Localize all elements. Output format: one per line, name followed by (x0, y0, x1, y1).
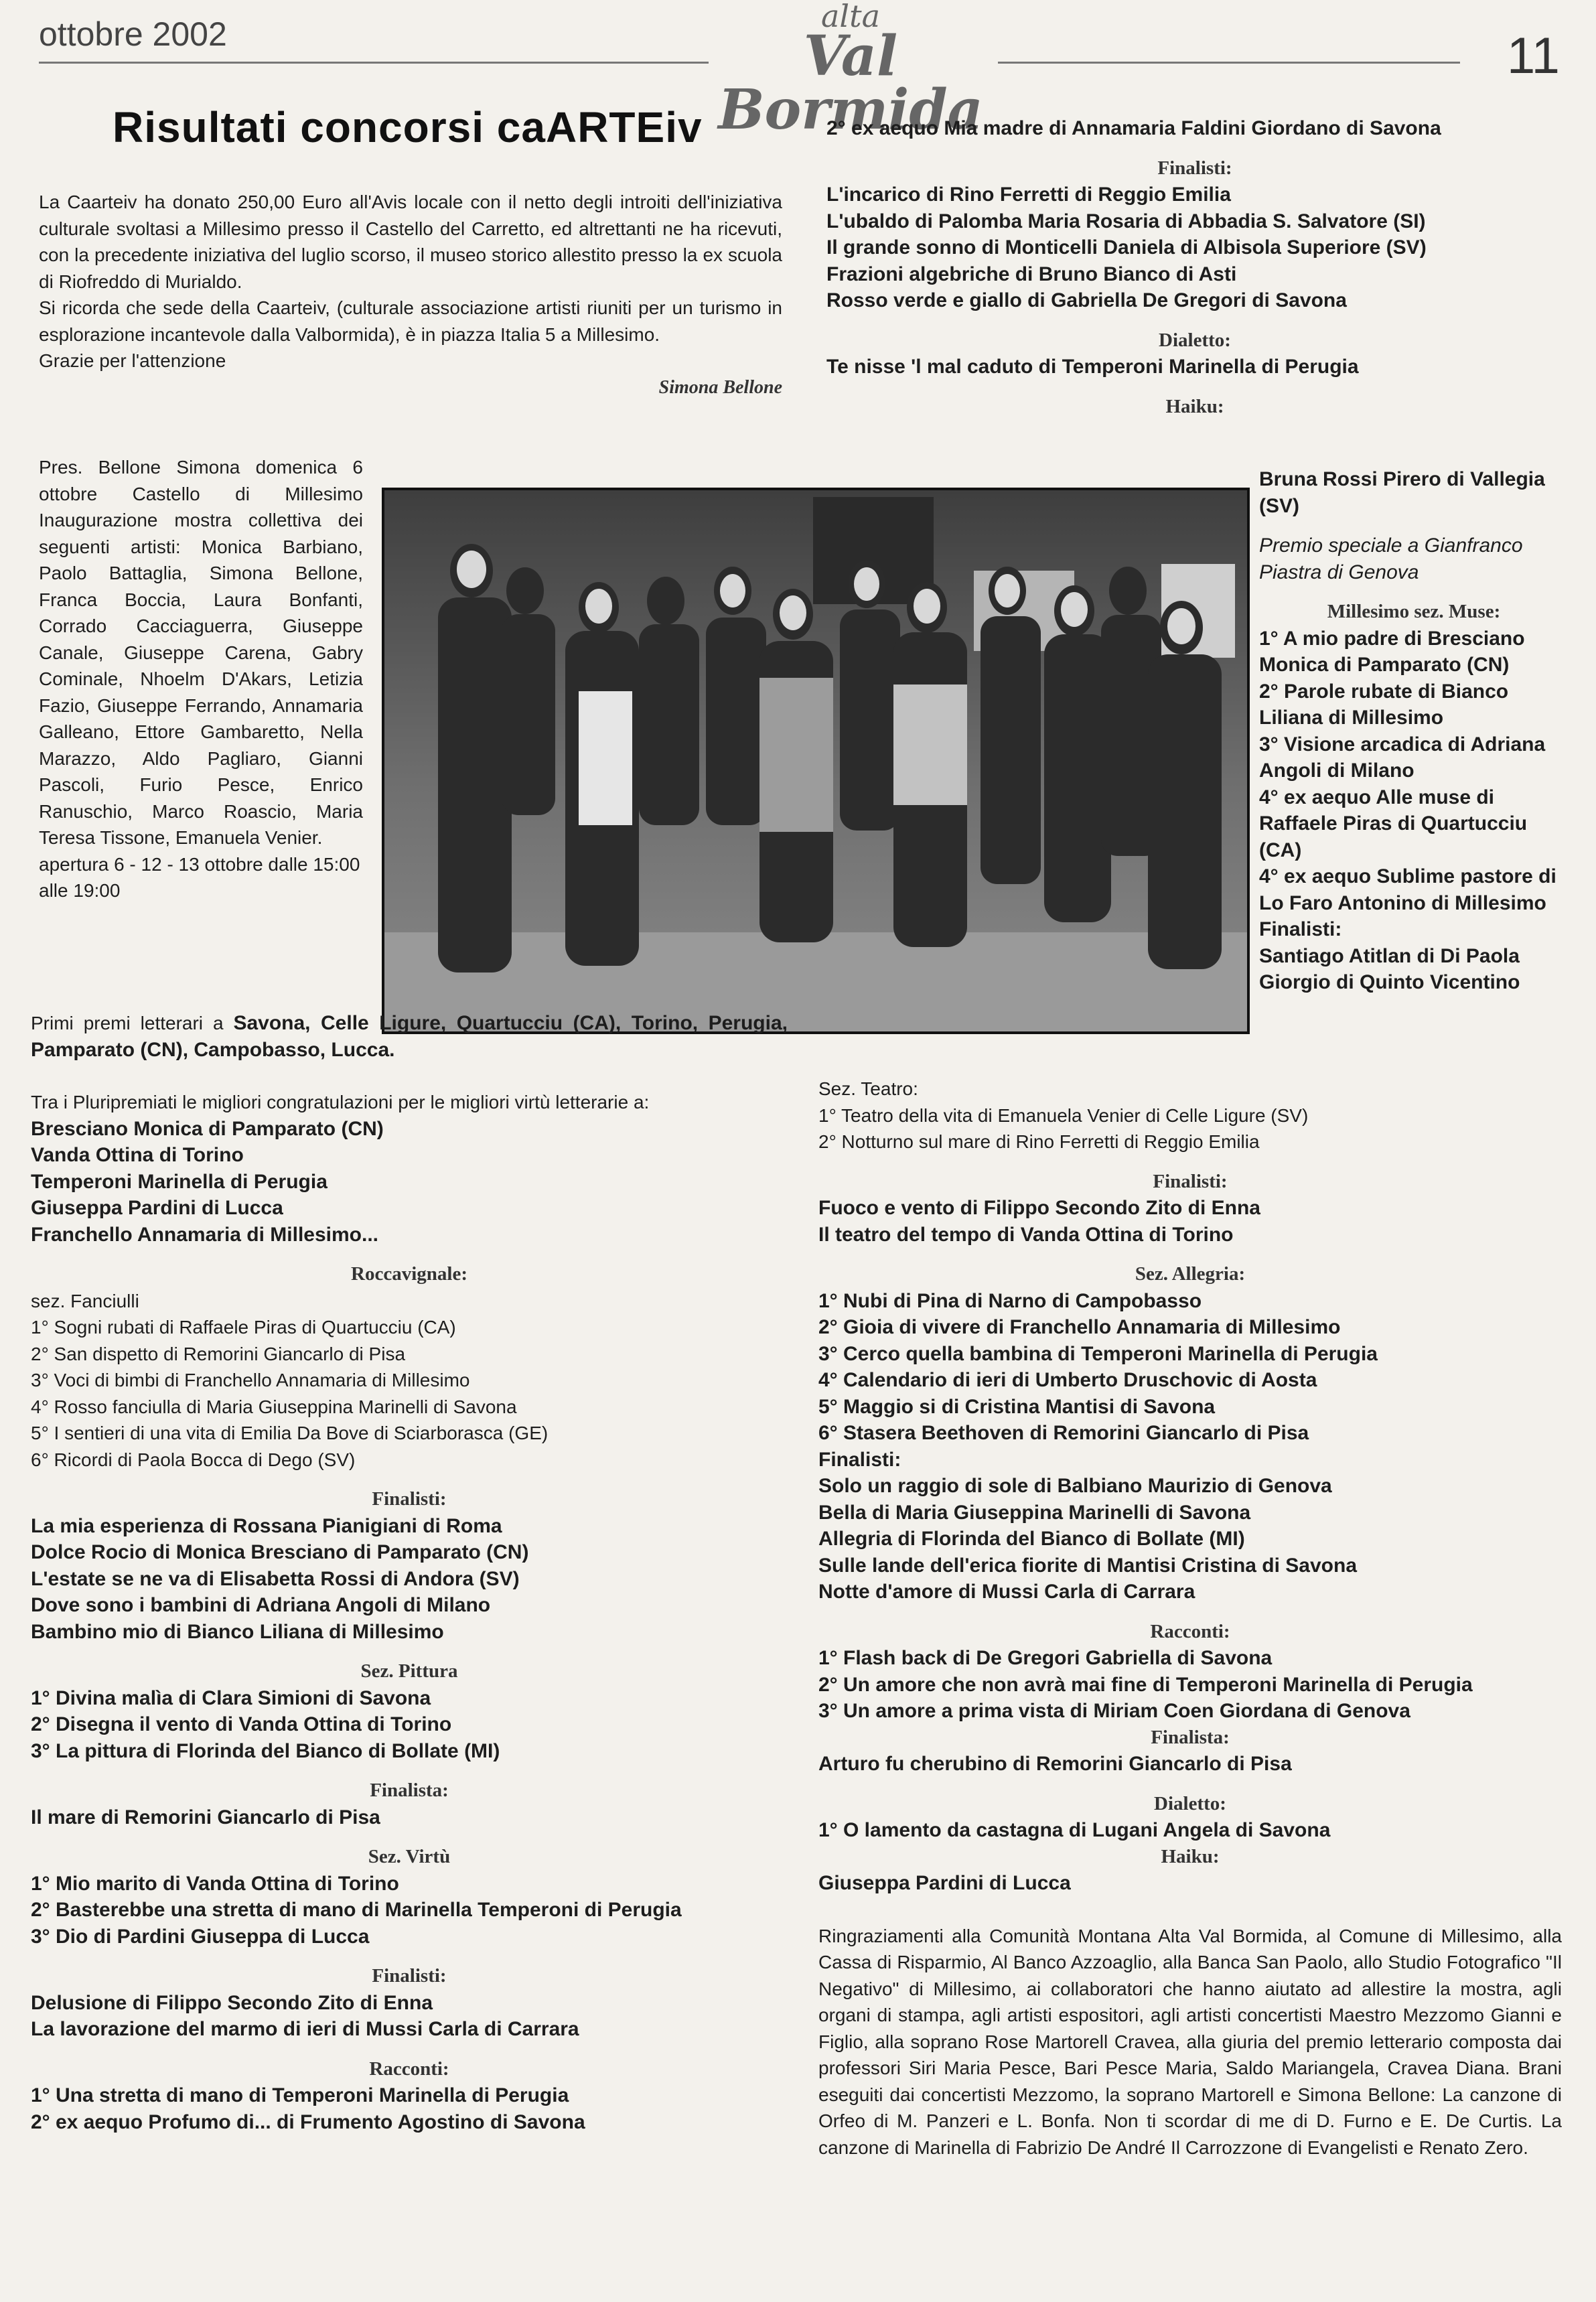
special-prize: Premio speciale a Gianfranco Piastra di Genova (1259, 534, 1523, 583)
group-photo-image (384, 490, 1247, 1031)
list-item: La lavorazione del marmo di ieri di Mussi Carla di Carrara (31, 2018, 579, 2040)
section-heading: Finalisti: (372, 1965, 447, 1987)
list-item: Il grande sonno di Monticelli Daniela di Albisola Superiore (SV) (826, 236, 1427, 259)
list-item: Frazioni algebriche di Bruno Bianco di Asti (826, 263, 1237, 285)
section-heading: Racconti: (369, 2058, 449, 2080)
list-item: 4° ex aequo Alle muse di Raffaele Piras di Quartucciu (CA) (1259, 786, 1528, 861)
list-item: Franchello Annamaria di Millesimo... (31, 1223, 379, 1246)
section-heading: Dialetto: (1154, 1792, 1226, 1814)
acknowledgements: Ringraziamenti alla Comunità Montana Alta Val Bormida, al Comune di Millesimo, alla Cassa di Risparmio, Al Banco Azzoaglio, alla Banca San Paolo, allo Studio Fotografico "Il Negativo" di Millesimo, ai collaboratori che hanno aiutato ad allestire la mostra, agli organi di stampa, agli artisti espositori, agli artisti concertisti Maestro Mezzomo Gianni e Figlio, alla soprano Rose Martorell Cravea, alla giuria del premio letterario composta dai professori Siri Maria Pesce, Bari Pesce Maria, Saldo Mariangela, Cravea Diana. Brani eseguiti dai concertisti Mezzomo, la soprano Martorell e Simona Bellone: La canzone di Orfeo di M. Panzeri e L. Bonfa. Non ti scordar di me di D. Furno e E. De Curtis. La canzone di Marinella di Fabrizio De André Il Carrozzone di Evangelisti e Renato Zero. (818, 1925, 1562, 2158)
list-item: 5° I sentieri di una vita di Emilia Da Bove di Sciarborasca (GE) (31, 1423, 549, 1443)
results-right-top (826, 115, 1563, 420)
prizes-intro: Primi premi letterari a (31, 1013, 224, 1033)
article-title: Risultati concorsi caARTEiv (113, 103, 703, 151)
list-item: 4° ex aequo Sublime pastore di Lo Faro Antonino di Millesimo (1259, 865, 1556, 914)
list-item: 3° Un amore a prima vista di Miriam Coen Giordana di Genova (818, 1700, 1410, 1722)
list-item: 2° ex aequo Profumo di... di Frumento Agostino di Savona (31, 2110, 585, 2133)
group-photo (382, 488, 1250, 1034)
section-heading: Sez. Pittura (360, 1660, 458, 1682)
intro-paragraph-2: Si ricorda che sede della Caarteiv, (culturale associazione artisti riuniti per un turismo in esplorazione incantevole dalla Valbormida), è in piazza Italia 5 a Millesimo. (39, 297, 782, 345)
list-item: 4° Calendario di ieri di Umberto Druschovic di Aosta (818, 1369, 1317, 1391)
list-item: 6° Stasera Beethoven di Remorini Giancarlo di Pisa (818, 1422, 1309, 1444)
list-item: La mia esperienza di Rossana Pianigiani di Roma (31, 1514, 502, 1537)
haiku-winner: Bruna Rossi Pirero di Vallegia (SV) (1259, 468, 1545, 517)
article-intro (39, 100, 782, 401)
header-rule-right (998, 62, 1460, 64)
list-item: 1° Nubi di Pina di Narno di Campobasso (818, 1289, 1202, 1312)
list-item: Bella di Maria Giuseppina Marinelli di Savona (818, 1501, 1251, 1524)
list-item: 2° Basterebbe una stretta di mano di Marinella Temperoni di Perugia (31, 1899, 682, 1921)
list-item: 1° Sogni rubati di Raffaele Piras di Quartucciu (CA) (31, 1317, 456, 1338)
list-item: Rosso verde e giallo di Gabriella De Gregori di Savona (826, 289, 1347, 311)
list-item: 2° ex aequo Mia madre di Annamaria Faldini Giordano di Savona (826, 117, 1441, 139)
intro-paragraph: La Caarteiv ha donato 250,00 Euro all'Avis locale con il netto degli introiti dell'iniziativa culturale svoltasi a Millesimo presso il Castello del Carretto, ed altrettanti ne ha ricevuti, con la precedente iniziativa del luglio scorso, il museo storico allestito presso la ex scuola di Riofreddo di Murialdo. (39, 192, 782, 292)
list-item: L'incarico di Rino Ferretti di Reggio Emilia (826, 184, 1231, 206)
list-item: Santiago Atitlan di Di Paola (1259, 944, 1520, 967)
list-item: Dove sono i bambini di Adriana Angoli di Milano (31, 1594, 491, 1616)
list-item: Dolce Rocio di Monica Bresciano di Pamparato (CN) (31, 1541, 529, 1563)
masthead-small: alta (820, 0, 881, 34)
section-heading: Finalisti: (372, 1488, 447, 1510)
list-item: L'ubaldo di Palomba Maria Rosaria di Abbadia S. Salvatore (SI) (826, 210, 1426, 232)
header-month: ottobre 2002 (39, 15, 227, 53)
thanks-line: Grazie per l'attenzione (39, 350, 226, 371)
list-item: Notte d'amore di Mussi Carla di Carrara (818, 1581, 1195, 1603)
pluri-intro: Tra i Pluripremiati le migliori congratulazioni per le migliori virtù letterarie a: (31, 1092, 650, 1112)
list-item: 5° Maggio si di Cristina Mantisi di Savona (818, 1395, 1216, 1418)
list-item: 2° Gioia di vivere di Franchello Annamaria di Millesimo (818, 1316, 1341, 1338)
list-item: Il teatro del tempo di Vanda Ottina di Torino (818, 1223, 1234, 1246)
list-item: Giuseppa Pardini di Lucca (818, 1872, 1071, 1894)
section-heading: Racconti: (1150, 1620, 1230, 1642)
section-subheading: Sez. Teatro: (818, 1078, 918, 1099)
masthead-title: Val Bormida (718, 24, 983, 142)
list-item: 2° Parole rubate di Bianco Liliana di Millesimo (1259, 680, 1509, 729)
list-item: 3° Voci di bimbi di Franchello Annamaria di Millesimo (31, 1370, 470, 1390)
section-subheading: sez. Fanciulli (31, 1290, 139, 1311)
list-item: Arturo fu cherubino di Remorini Giancarlo di Pisa (818, 1753, 1292, 1775)
prizes-places: Savona, Celle Ligure, Quartucciu (CA), Torino, Perugia, Pamparato (CN), Campobasso, Lucca. (31, 1012, 788, 1061)
list-item: Temperoni Marinella di Perugia (31, 1170, 328, 1193)
section-heading: Haiku: (1165, 395, 1224, 417)
list-item: 2° San dispetto di Remorini Giancarlo di Pisa (31, 1343, 406, 1364)
list-item: 3° Visione arcadica di Adriana Angoli di Milano (1259, 733, 1546, 782)
list-item: Vanda Ottina di Torino (31, 1144, 244, 1166)
section-heading: Finalisti: (1153, 1170, 1228, 1192)
list-item: Sulle lande dell'erica fiorite di Mantisi Cristina di Savona (818, 1554, 1358, 1577)
list-item: 1° Teatro della vita di Emanuela Venier di Celle Ligure (SV) (818, 1104, 1309, 1126)
section-heading: Finalista: (370, 1780, 449, 1801)
section-heading: Roccavignale: (351, 1263, 467, 1285)
list-item: Giuseppa Pardini di Lucca (31, 1197, 283, 1219)
list-item: 2° Notturno sul mare di Rino Ferretti di Reggio Emilia (818, 1131, 1260, 1152)
list-item: 3° Cerco quella bambina di Temperoni Marinella di Perugia (818, 1342, 1378, 1365)
list-item: 4° Rosso fanciulla di Maria Giuseppina Marinelli di Savona (31, 1396, 517, 1417)
section-heading: Finalisti: (1157, 157, 1232, 179)
list-item: 2° Disegna il vento di Vanda Ottina di Torino (31, 1713, 452, 1735)
list-item: 6° Ricordi di Paola Bocca di Dego (SV) (31, 1449, 356, 1470)
signature: Simona Bellone (658, 376, 782, 398)
results-right-side (1259, 466, 1569, 996)
list-item: 2° Un amore che non avrà mai fine di Temperoni Marinella di Perugia (818, 1673, 1473, 1696)
list-item: Allegria di Florinda del Bianco di Bollate (MI) (818, 1528, 1245, 1550)
list-item: 3° Dio di Pardini Giuseppa di Lucca (31, 1925, 370, 1948)
page-number: 11 (1507, 27, 1560, 84)
list-item: 1° Una stretta di mano di Temperoni Marinella di Perugia (31, 2084, 569, 2106)
list-item: Bresciano Monica di Pamparato (CN) (31, 1117, 384, 1140)
section-heading: Finalista: (1151, 1726, 1230, 1748)
list-item: L'estate se ne va di Elisabetta Rossi di Andora (SV) (31, 1567, 520, 1590)
list-item: Te nisse 'l mal caduto di Temperoni Marinella di Perugia (826, 356, 1359, 378)
section-heading: Sez. Allegria: (1135, 1263, 1246, 1285)
exhibition-column (39, 454, 363, 904)
section-subheading: Finalisti: (1259, 918, 1342, 940)
header-rule-left (39, 62, 709, 64)
list-item: 1° A mio padre di Bresciano Monica di Pamparato (CN) (1259, 627, 1525, 676)
list-item: 1° Divina malìa di Clara Simioni di Savona (31, 1686, 431, 1709)
section-heading: Millesimo sez. Muse: (1327, 601, 1501, 622)
list-item: 1° Mio marito di Vanda Ottina di Torino (31, 1872, 399, 1895)
exhibition-text: Pres. Bellone Simona domenica 6 ottobre Castello di Millesimo Inaugurazione mostra collettiva dei seguenti artisti: Monica Barbiano, Paolo Battaglia, Simona Bellone, Franca Boccia, Laura Bonfanti, Corrado Cacciaguerra, Giuseppe Canale, Giuseppe Carena, Gabry Cominale, Nhoelm D'Akars, Letizia Fazio, Giuseppe Ferrando, Annamaria Galleano, Ettore Gambaretto, Nella Marazzo, Aldo Pagliaro, Gianni Pascoli, Furio Pesce, Enrico Ranuschio, Marco Roascio, Maria Teresa Tissone, Emanuela Venier. (39, 457, 363, 848)
section-heading: Sez. Virtù (368, 1846, 451, 1867)
list-item: Giorgio di Quinto Vicentino (1259, 971, 1520, 993)
list-item: 1° Flash back di De Gregori Gabriella di Savona (818, 1647, 1273, 1669)
list-item: Fuoco e vento di Filippo Secondo Zito di Enna (818, 1197, 1260, 1219)
list-item: Solo un raggio di sole di Balbiano Maurizio di Genova (818, 1475, 1332, 1497)
list-item: 3° La pittura di Florinda del Bianco di Bollate (MI) (31, 1739, 500, 1762)
results-right-bottom (818, 1076, 1562, 2161)
section-heading: Haiku: (1161, 1845, 1220, 1867)
list-item: Delusione di Filippo Secondo Zito di Enna (31, 1991, 433, 2014)
results-left-column (31, 1010, 788, 2135)
section-subheading: Finalisti: (818, 1448, 901, 1471)
list-item: Bambino mio di Bianco Liliana di Millesimo (31, 1620, 444, 1643)
list-item: 1° O lamento da castagna di Lugani Angela di Savona (818, 1819, 1331, 1841)
list-item: Il mare di Remorini Giancarlo di Pisa (31, 1806, 380, 1828)
opening-hours: apertura 6 - 12 - 13 ottobre dalle 15:00 alle 19:00 (39, 853, 360, 901)
section-heading: Dialetto: (1159, 329, 1231, 351)
